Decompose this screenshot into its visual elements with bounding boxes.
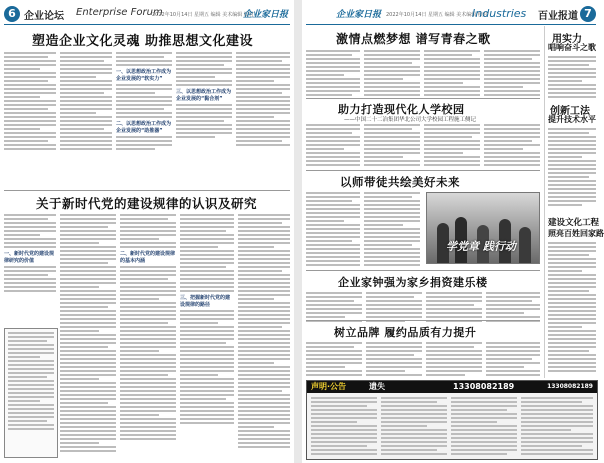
section-title-en: Enterprise Forum <box>76 7 163 18</box>
ads-header-bar <box>307 381 597 393</box>
headline: 助力打造现代化人学校园 <box>338 103 465 116</box>
section-divider <box>306 320 540 321</box>
ad-column <box>311 397 377 457</box>
headline: 关于新时代党的建设规律的认识及研究 <box>36 196 258 211</box>
sidebar-column <box>548 128 596 208</box>
section-divider <box>4 190 290 191</box>
subheading: 二、新时代党的建设规律的基本内涵 <box>120 251 176 264</box>
issue-meta: 2022年10月14日 星期五 编辑 美术编辑 校对 <box>386 12 488 18</box>
article-column <box>180 214 234 426</box>
article-column <box>364 124 420 168</box>
article-column <box>120 214 176 442</box>
article-column <box>366 342 422 378</box>
issue-meta: 2022年10月14日 星期五 编辑 美术编辑 校对 <box>152 12 254 18</box>
subheadline: ——中国二十二冶集团华北公司大学校园工程施工侧记 <box>344 117 477 123</box>
article-column <box>306 192 360 268</box>
right-page-header <box>306 6 596 25</box>
ads-brand: 声明·公告 <box>311 382 347 391</box>
sidebar-headline: 照亮百姓回家路 <box>548 228 604 238</box>
sidebar-headline: 创新工法 <box>550 106 590 117</box>
headline: 树立品牌 履约品质有力提升 <box>334 326 477 339</box>
ad-column <box>381 397 447 457</box>
sidebar-headline: 提升技术水平 <box>548 114 596 124</box>
masthead-logo: 企业家日报 <box>242 10 288 20</box>
photo-caption: 学党章 践行动 <box>446 240 516 253</box>
article-column <box>60 52 112 152</box>
sidebar-headline: 建设文化工程 <box>548 218 600 228</box>
article-column <box>486 342 540 378</box>
sidebar-box <box>4 328 58 458</box>
subheading: 一、以思想政治工作成为企业发展的“软实力” <box>116 69 172 82</box>
ads-label: 遗失 <box>369 382 385 391</box>
article-column <box>306 342 362 378</box>
article-column <box>176 52 232 140</box>
page-number: 6 <box>4 6 20 22</box>
section-divider <box>306 170 540 171</box>
article-column <box>238 214 290 450</box>
column-rule <box>544 26 545 378</box>
sidebar-headline: 用实力 <box>552 34 582 45</box>
headline: 塑造企业文化灵魂 助推思想文化建设 <box>32 34 254 49</box>
article-column <box>4 52 56 152</box>
page-gutter <box>294 0 302 463</box>
headline: 企业家钟强为家乡捐资建乐楼 <box>338 276 488 289</box>
right-page <box>304 2 604 460</box>
article-column <box>364 50 420 98</box>
article-column <box>484 50 540 98</box>
ads-phone: 13308082189 <box>453 382 515 391</box>
masthead-logo: 企业家日报 <box>336 10 382 20</box>
left-page-header <box>4 6 290 25</box>
section-divider <box>306 270 540 271</box>
subheading: 三、以思想政治工作成为企业发展的“黏合剂” <box>176 89 232 102</box>
article-column <box>116 52 172 152</box>
headline: 以师带徒共绘美好未来 <box>340 175 460 189</box>
page-number: 7 <box>580 6 596 22</box>
article-column <box>306 50 360 98</box>
sidebar-column <box>548 56 596 100</box>
article-column <box>236 52 290 148</box>
classified-ads <box>306 380 598 460</box>
article-column <box>4 214 56 294</box>
article-column <box>426 342 482 378</box>
article-column <box>60 214 116 454</box>
article-column <box>484 124 540 168</box>
section-title: 企业论坛 <box>24 11 64 22</box>
subheading: 一、新时代党的建设规律研究的价值 <box>4 251 55 264</box>
article-column <box>424 124 480 168</box>
article-column <box>364 192 420 268</box>
section-title-en: Industries <box>472 7 527 20</box>
sidebar-column <box>548 242 596 374</box>
ads-phone-secondary: 13308082189 <box>547 383 593 390</box>
subheading: 三、把握新时代党的建设规律的路径 <box>180 295 231 308</box>
left-page <box>2 2 292 460</box>
section-divider <box>306 98 540 99</box>
subheading: 二、以思想政治工作成为企业发展的“助推器” <box>116 121 172 134</box>
headline: 激情点燃梦想 谱写青春之歌 <box>336 32 491 46</box>
article-column <box>306 124 360 168</box>
ad-column <box>451 397 517 457</box>
section-title: 百业报道 <box>538 11 578 22</box>
article-column <box>424 50 480 98</box>
sidebar-headline: 唱响奋斗之歌 <box>548 42 596 52</box>
ad-column <box>521 397 593 457</box>
